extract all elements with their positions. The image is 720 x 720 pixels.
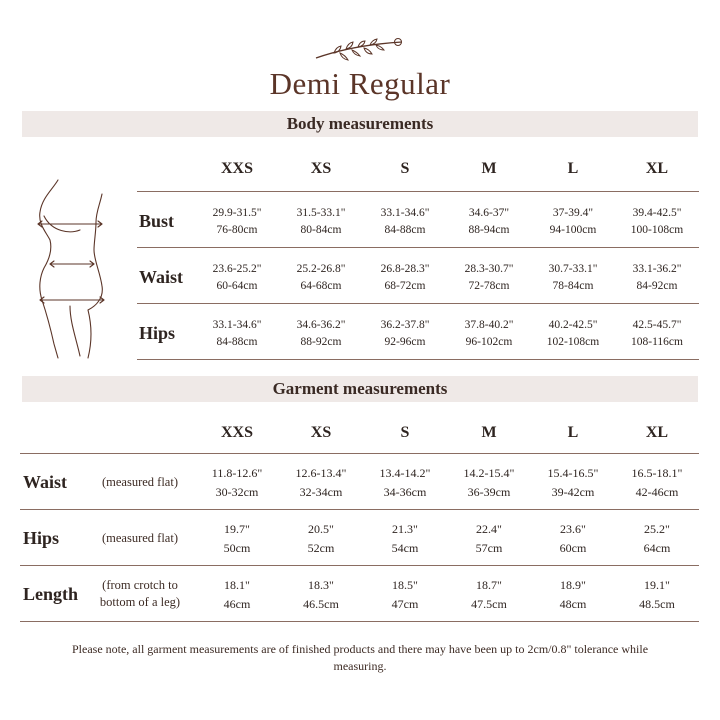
- garment-row-divider: [20, 509, 699, 510]
- garment-row-divider: [20, 565, 699, 566]
- body-row-label-hips: Hips: [139, 323, 176, 343]
- body-cell: 28.3-30.7" 72-78cm: [464, 263, 514, 292]
- garment-cell: 14.2-15.4" 36-39cm: [463, 466, 515, 499]
- garment-cell: 23.6" 60cm: [559, 522, 587, 555]
- garment-row-label-waist: Waist: [23, 472, 68, 492]
- size-header-m: M: [481, 424, 497, 441]
- body-cell: 37-39.4" 94-100cm: [549, 207, 597, 236]
- garment-row-note: (from crotch to bottom of a leg): [99, 578, 181, 609]
- garment-cell: 12.6-13.4" 32-34cm: [295, 466, 347, 499]
- size-header-xs: XS: [310, 424, 332, 441]
- body-measurements-heading: Body measurements: [22, 111, 698, 137]
- garment-row-note: (measured flat): [101, 475, 178, 489]
- size-header-xxs: XXS: [220, 160, 253, 177]
- garment-cell: 18.1" 46cm: [223, 578, 251, 611]
- body-cell: 30.7-33.1" 78-84cm: [548, 263, 598, 292]
- garment-cell: 21.3" 54cm: [391, 522, 419, 555]
- size-header-s: S: [400, 160, 410, 177]
- body-cell: 31.5-33.1" 80-84cm: [296, 207, 346, 236]
- garment-cell: 11.8-12.6" 30-32cm: [211, 466, 263, 499]
- size-header-l: L: [567, 424, 579, 441]
- garment-row-divider: [20, 453, 699, 454]
- body-row-divider: [137, 303, 699, 304]
- garment-cell: 18.3" 46.5cm: [303, 578, 339, 611]
- body-cell: 33.1-34.6" 84-88cm: [380, 207, 430, 236]
- body-cell: 34.6-36.2" 88-92cm: [296, 319, 346, 348]
- size-header-xl: XL: [645, 160, 669, 177]
- garment-cell: 15.4-16.5" 39-42cm: [547, 466, 599, 499]
- body-row-label-bust: Bust: [139, 211, 175, 231]
- body-cell: 33.1-34.6" 84-88cm: [212, 319, 262, 348]
- garment-cell: 16.5-18.1" 42-46cm: [631, 466, 683, 499]
- body-cell: 26.8-28.3" 68-72cm: [380, 263, 430, 292]
- page-title: Demi Regular: [269, 66, 451, 101]
- size-header-xs: XS: [310, 160, 332, 177]
- garment-cell: 19.1" 48.5cm: [639, 578, 675, 611]
- body-cell: 23.6-25.2" 60-64cm: [212, 263, 262, 292]
- size-header-m: M: [481, 160, 497, 177]
- garment-cell: 18.9" 48cm: [559, 578, 587, 611]
- body-row-divider: [137, 247, 699, 248]
- tolerance-note: Please note, all garment measurements are of finished products and there may have been up to 2cm/0.8" tolerance while measuring.: [71, 642, 649, 673]
- body-cell: 36.2-37.8" 92-96cm: [380, 319, 430, 348]
- body-cell: 33.1-36.2" 84-92cm: [632, 263, 682, 292]
- body-row-divider: [137, 359, 699, 360]
- body-cell: 42.5-45.7" 108-116cm: [631, 319, 683, 348]
- size-header-xxs: XXS: [220, 424, 253, 441]
- garment-cell: 20.5" 52cm: [307, 522, 335, 555]
- garment-row-note: (measured flat): [101, 531, 178, 545]
- body-figure-icon: [30, 176, 114, 360]
- size-header-s: S: [400, 424, 410, 441]
- body-cell: 40.2-42.5" 102-108cm: [546, 319, 600, 348]
- garment-measurements-heading: Garment measurements: [22, 376, 698, 402]
- garment-cell: 18.7" 47.5cm: [471, 578, 507, 611]
- body-cell: 29.9-31.5" 76-80cm: [212, 207, 262, 236]
- sprig-icon: [314, 36, 406, 62]
- garment-cell: 25.2" 64cm: [643, 522, 671, 555]
- size-header-l: L: [567, 160, 579, 177]
- body-row-label-waist: Waist: [139, 267, 184, 287]
- body-row-divider: [137, 191, 699, 192]
- garment-cell: 22.4" 57cm: [475, 522, 503, 555]
- body-cell: 37.8-40.2" 96-102cm: [464, 319, 514, 348]
- body-cell: 39.4-42.5" 100-108cm: [630, 207, 684, 236]
- garment-cell: 13.4-14.2" 34-36cm: [379, 466, 431, 499]
- garment-row-label-hips: Hips: [23, 528, 60, 548]
- garment-row-label-length: Length: [23, 584, 79, 604]
- body-cell: 25.2-26.8" 64-68cm: [296, 263, 346, 292]
- body-cell: 34.6-37" 88-94cm: [468, 207, 510, 236]
- garment-row-divider: [20, 621, 699, 622]
- garment-cell: 18.5" 47cm: [391, 578, 419, 611]
- size-header-xl: XL: [645, 424, 669, 441]
- garment-cell: 19.7" 50cm: [223, 522, 251, 555]
